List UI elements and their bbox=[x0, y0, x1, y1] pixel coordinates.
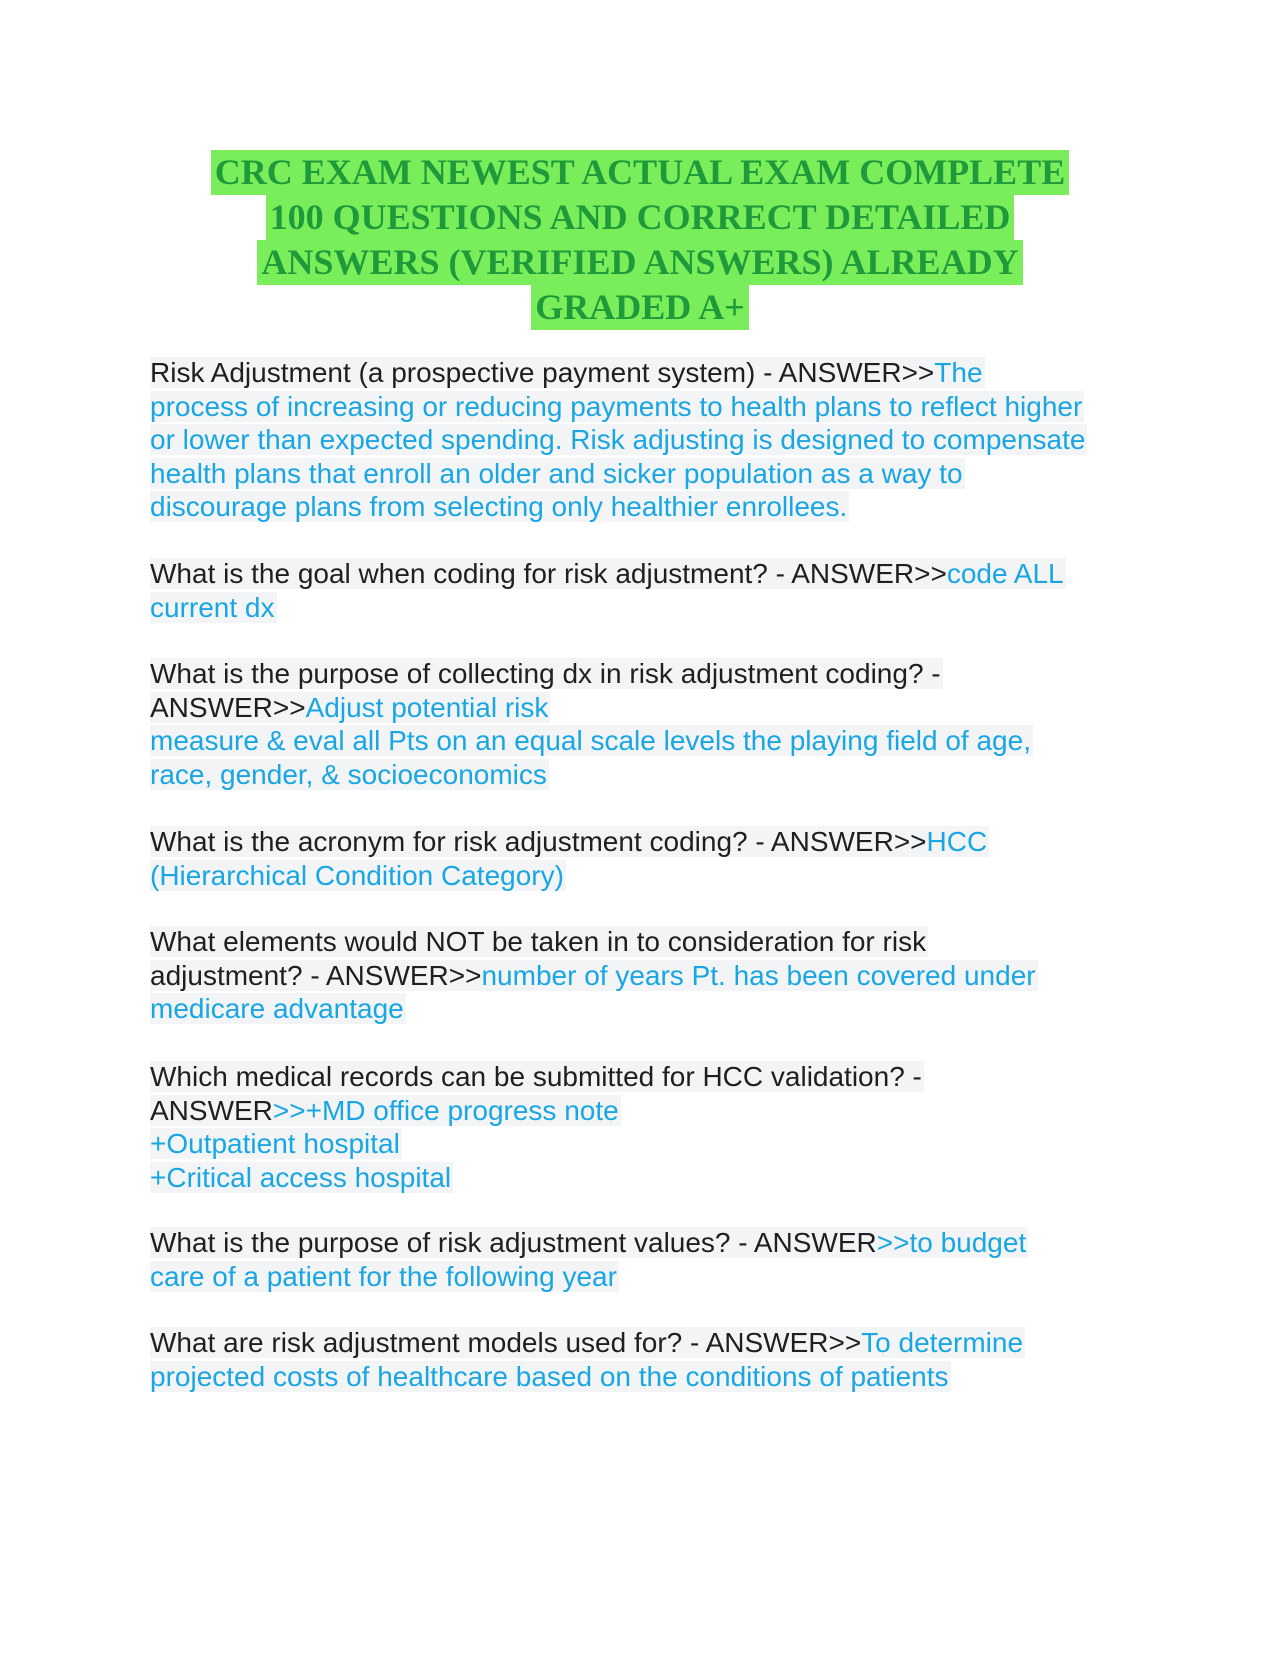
answer-text: health plans that enroll an older and sicker population as a way to bbox=[150, 457, 963, 489]
answer-text: HCC bbox=[926, 826, 988, 857]
question-text: adjustment? - ANSWER>> bbox=[150, 959, 482, 991]
qa-item bbox=[150, 825, 1150, 892]
qa-line bbox=[150, 1161, 1150, 1195]
answer-text: >>to budget bbox=[876, 1227, 1027, 1258]
qa-line bbox=[150, 992, 1150, 1026]
qa-line bbox=[150, 691, 1150, 725]
qa-line bbox=[150, 1060, 1150, 1094]
question-text: Risk Adjustment (a prospective payment system) - ANSWER>> bbox=[150, 357, 935, 388]
qa-item bbox=[150, 557, 1150, 624]
qa-line bbox=[150, 423, 1150, 457]
answer-text: or lower than expected spending. Risk adjusting is designed to compensate bbox=[150, 424, 1086, 455]
title-line: 100 QUESTIONS AND CORRECT DETAILED bbox=[266, 195, 1015, 240]
question-text: What is the purpose of collecting dx in risk adjustment coding? - bbox=[150, 658, 941, 689]
qa-line bbox=[150, 390, 1150, 424]
question-text: ANSWER>> bbox=[150, 691, 306, 723]
qa-line bbox=[150, 925, 1150, 959]
qa-line bbox=[150, 1360, 1150, 1394]
answer-text: medicare advantage bbox=[150, 993, 404, 1024]
title-line: CRC EXAM NEWEST ACTUAL EXAM COMPLETE bbox=[211, 150, 1069, 195]
question-text: What are risk adjustment models used for? - ANSWER>> bbox=[150, 1327, 862, 1358]
qa-line bbox=[150, 1326, 1150, 1360]
qa-line bbox=[150, 1127, 1150, 1161]
question-text: What is the goal when coding for risk adjustment? - ANSWER>> bbox=[150, 558, 947, 589]
qa-line bbox=[150, 825, 1150, 859]
question-text: What elements would NOT be taken in to consideration for risk bbox=[150, 926, 927, 957]
qa-line bbox=[150, 1226, 1150, 1260]
qa-item bbox=[150, 657, 1150, 791]
qa-line bbox=[150, 657, 1150, 691]
qa-line bbox=[150, 1260, 1150, 1294]
question-text: ANSWER bbox=[150, 1094, 273, 1126]
answer-text: (Hierarchical Condition Category) bbox=[150, 859, 564, 891]
answer-text: Adjust potential risk bbox=[305, 691, 549, 723]
qa-line bbox=[150, 758, 1150, 792]
qa-line bbox=[150, 356, 1150, 390]
document-title bbox=[150, 150, 1130, 330]
answer-text: number of years Pt. has been covered under bbox=[481, 959, 1036, 991]
question-text: Which medical records can be submitted for HCC validation? - bbox=[150, 1061, 922, 1092]
qa-line bbox=[150, 457, 1150, 491]
answer-text: The bbox=[934, 357, 983, 388]
title-line: ANSWERS (VERIFIED ANSWERS) ALREADY bbox=[257, 240, 1022, 285]
question-text: What is the purpose of risk adjustment values? - ANSWER bbox=[150, 1227, 877, 1258]
title-line: GRADED A+ bbox=[531, 285, 749, 330]
qa-line bbox=[150, 490, 1150, 524]
qa-line bbox=[150, 557, 1150, 591]
qa-item bbox=[150, 925, 1150, 1026]
qa-item bbox=[150, 1060, 1150, 1194]
answer-text: care of a patient for the following year bbox=[150, 1260, 617, 1292]
answer-text: code ALL bbox=[946, 558, 1064, 589]
answer-text: projected costs of healthcare based on the conditions of patients bbox=[150, 1360, 949, 1392]
qa-line bbox=[150, 1094, 1150, 1128]
answer-text: discourage plans from selecting only healthier enrollees. bbox=[150, 491, 848, 522]
qa-line bbox=[150, 724, 1150, 758]
answer-text: To determine bbox=[861, 1327, 1024, 1358]
qa-line bbox=[150, 859, 1150, 893]
qa-item bbox=[150, 356, 1150, 524]
answer-text: +Critical access hospital bbox=[150, 1161, 452, 1193]
answer-text: current dx bbox=[150, 591, 275, 623]
qa-line bbox=[150, 591, 1150, 625]
answer-text: race, gender, & socioeconomics bbox=[150, 758, 547, 790]
answer-text: measure & eval all Pts on an equal scale levels the playing field of age, bbox=[150, 725, 1031, 756]
answer-text: process of increasing or reducing payments to health plans to reflect higher bbox=[150, 390, 1083, 422]
qa-item bbox=[150, 1326, 1150, 1393]
qa-line bbox=[150, 959, 1150, 993]
answer-text: >>+MD office progress note bbox=[272, 1094, 619, 1126]
question-text: What is the acronym for risk adjustment coding? - ANSWER>> bbox=[150, 826, 927, 857]
answer-text: +Outpatient hospital bbox=[150, 1128, 400, 1159]
qa-item bbox=[150, 1226, 1150, 1293]
